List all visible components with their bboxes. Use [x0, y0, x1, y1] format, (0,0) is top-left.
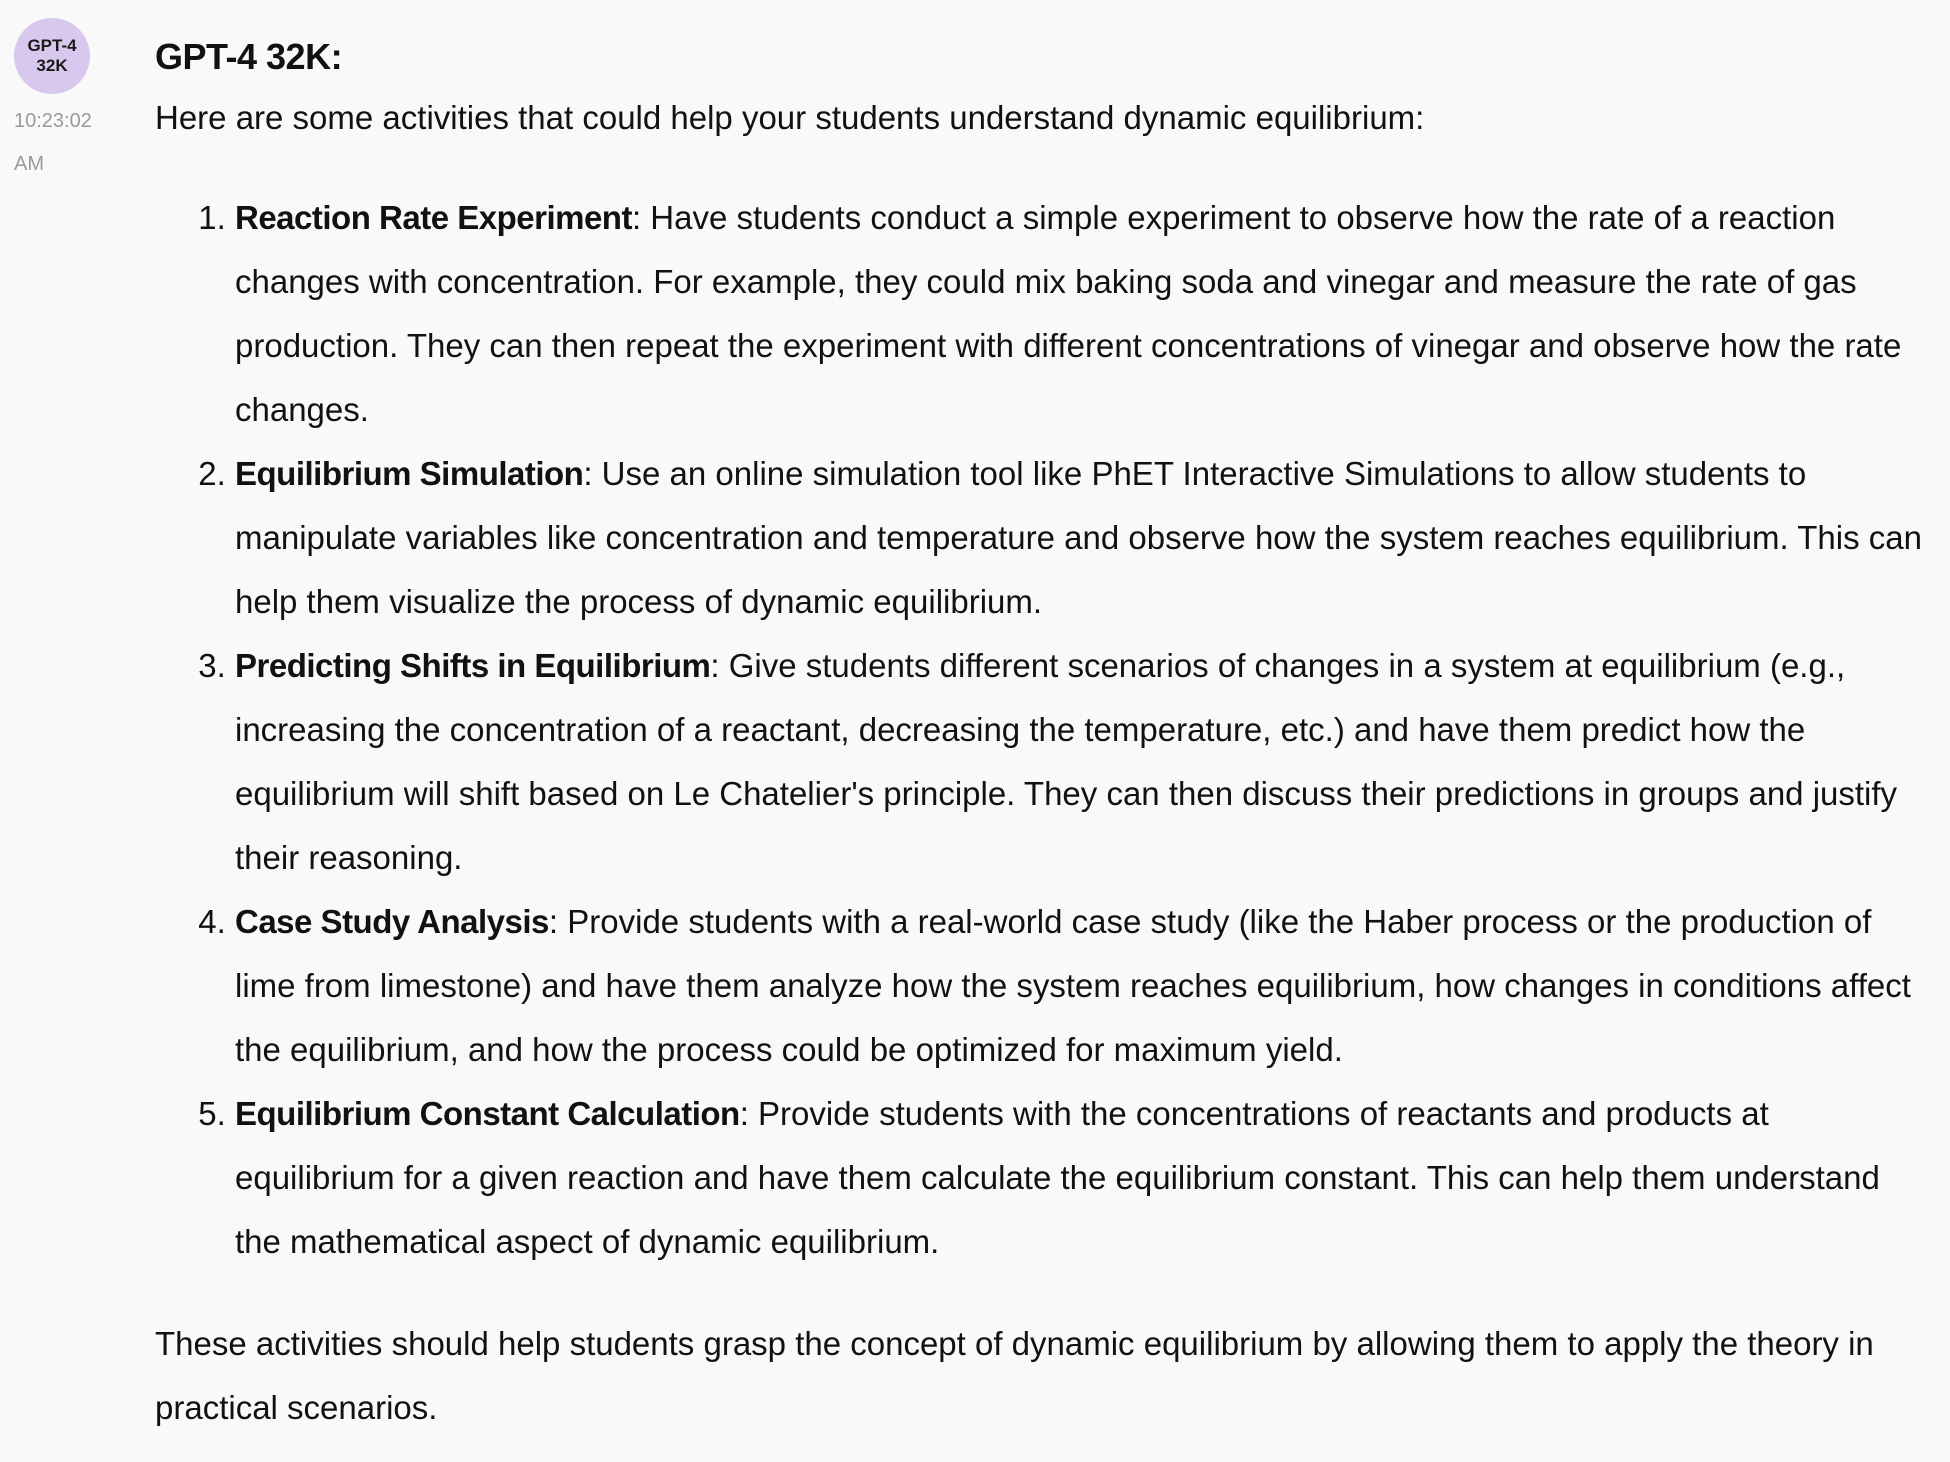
timestamp-period: AM [14, 153, 44, 175]
list-item [235, 890, 1925, 1082]
sender-name: GPT-4 32K: [155, 36, 343, 77]
timestamp-time: 10:23:02 [14, 110, 92, 132]
message-intro: Here are some activities that could help your students understand dynamic equilibrium: [155, 99, 1425, 136]
list-item [235, 186, 1925, 442]
list-item-text: : Give students different scenarios of changes in a system at equilibrium (e.g., increasing the concentration of a reactant, decreasing the temperature, etc.) and have them predict how the equilibrium will shift based on Le Chatelier's principle. They can then discuss their predictions in groups and justify their reasoning. [235, 647, 1898, 876]
list-item-text: : Provide students with a real-world case study (like the Haber process or the production of lime from limestone) and have them analyze how the system reaches equilibrium, how changes in conditions affect the equilibrium, and how the process could be optimized for maximum yield. [235, 903, 1911, 1068]
avatar-label-line1: GPT-4 [27, 36, 77, 55]
list-item [235, 634, 1925, 890]
list-item-text: : Provide students with the concentrations of reactants and products at equilibrium for a given reaction and have them calculate the equilibrium constant. This can help them understand the mathematical aspect of dynamic equilibrium. [235, 1095, 1880, 1260]
avatar-label-line2: 32K [36, 56, 68, 75]
message-timestamp [14, 100, 114, 186]
activity-list [155, 186, 1925, 1274]
list-item-title: Equilibrium Simulation [235, 455, 584, 492]
list-item [235, 442, 1925, 634]
list-item-title: Reaction Rate Experiment [235, 199, 632, 236]
message-outro: These activities should help students grasp the concept of dynamic equilibrium by allowing them to apply the theory in practical scenarios. [155, 1325, 1874, 1426]
list-item-title: Equilibrium Constant Calculation [235, 1095, 740, 1132]
assistant-message [155, 30, 1925, 1440]
avatar [14, 18, 90, 94]
list-item [235, 1082, 1925, 1274]
list-item-title: Case Study Analysis [235, 903, 549, 940]
list-item-text: : Use an online simulation tool like PhET Interactive Simulations to allow students to manipulate variables like concentration and temperature and observe how the system reaches equilibrium. This can help them visualize the process of dynamic equilibrium. [235, 455, 1922, 620]
list-item-text: : Have students conduct a simple experiment to observe how the rate of a reaction changes with concentration. For example, they could mix baking soda and vinegar and measure the rate of gas production. They can then repeat the experiment with different concentrations of vinegar and observe how the rate changes. [235, 199, 1902, 428]
list-item-title: Predicting Shifts in Equilibrium [235, 647, 711, 684]
